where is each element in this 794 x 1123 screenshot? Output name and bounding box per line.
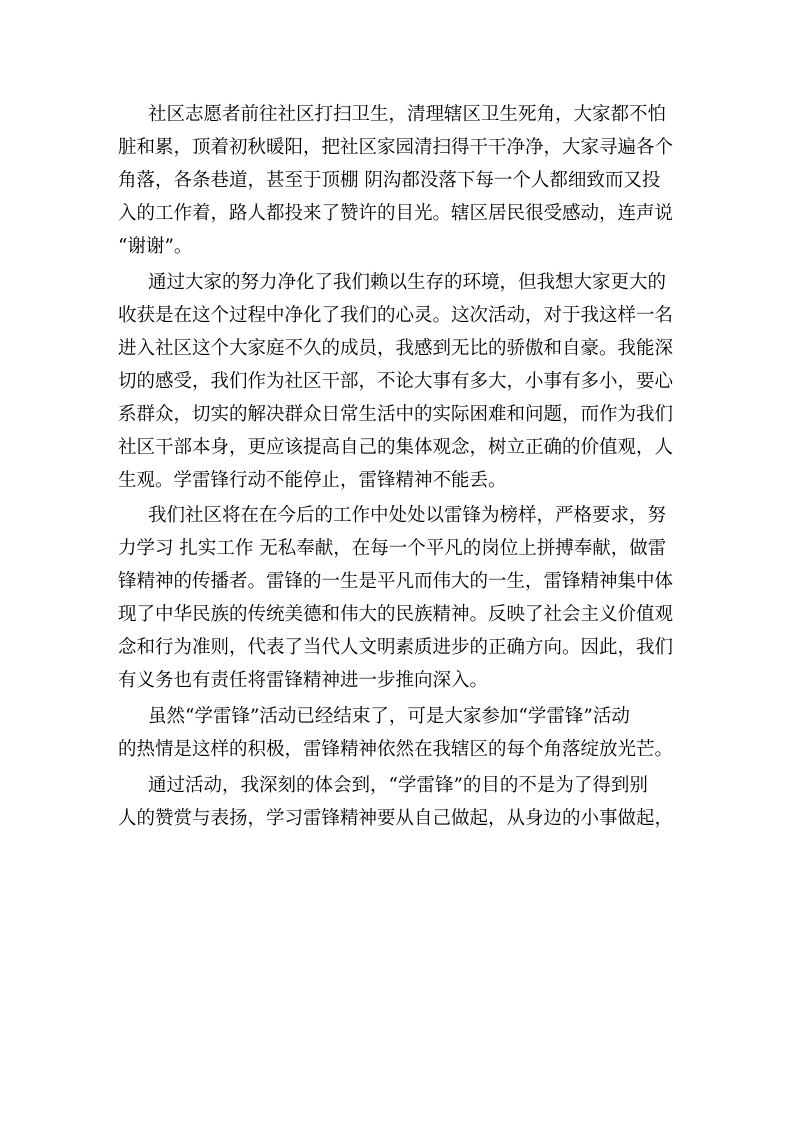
paragraph-5	[118, 769, 680, 835]
paragraph-1	[118, 98, 680, 263]
paragraph-line: 现了中华民族的传统美德和伟大的民族精神。反映了社会主义价值观	[118, 604, 674, 625]
paragraph-line: 通过活动，我深刻的体会到，“学雷锋”的目的不是为了得到别	[148, 775, 648, 796]
paragraph-2	[118, 266, 680, 497]
paragraph-line: 系群众，切实的解决群众日常生活中的实际困难和问题，而作为我们	[118, 404, 674, 425]
paragraph-line: 角落，各条巷道，甚至于顶棚 阴沟都没落下每一个人都细致而又投	[118, 170, 661, 191]
paragraph-line: 我们社区将在在今后的工作中处处以雷锋为榜样，严格要求，努	[148, 505, 667, 526]
paragraph-line: 入的工作着，路人都投来了赞许的目光。辖区居民很受感动，连声说	[118, 203, 674, 224]
paragraph-line: 的热情是这样的积极，雷锋精神依然在我辖区的每个角落绽放光芒。	[118, 739, 674, 760]
paragraph-line: 进入社区这个大家庭不久的成员，我感到无比的骄傲和自豪。我能深	[118, 338, 674, 359]
paragraph-line: 通过大家的努力净化了我们赖以生存的环境，但我想大家更大的	[148, 272, 667, 293]
paragraph-line: 社区干部本身，更应该提高自己的集体观念，树立正确的价值观，人	[118, 437, 674, 458]
paragraph-line: 收获是在这个过程中净化了我们的心灵。这次活动，对于我这样一名	[118, 305, 674, 326]
paragraph-line: 念和行为准则，代表了当代人文明素质进步的正确方向。因此，我们	[118, 637, 674, 658]
paragraph-line: 虽然“学雷锋”活动已经结束了，可是大家参加“学雷锋”活动	[148, 706, 630, 727]
paragraph-3	[118, 499, 680, 697]
paragraph-line: 生观。学雷锋行动不能停止，雷锋精神不能丢。	[118, 470, 507, 491]
paragraph-4	[118, 700, 680, 766]
paragraph-line: 社区志愿者前往社区打扫卫生，清理辖区卫生死角，大家都不怕	[148, 104, 667, 125]
paragraph-line: 切的感受，我们作为社区干部，不论大事有多大，小事有多小，要心	[118, 371, 674, 392]
paragraph-line: 力学习 扎实工作 无私奉献，在每一个平凡的岗位上拼搏奉献，做雷	[118, 538, 667, 559]
paragraph-line: 锋精神的传播者。雷锋的一生是平凡而伟大的一生，雷锋精神集中体	[118, 571, 674, 592]
paragraph-line: 脏和累，顶着初秋暖阳，把社区家园清扫得干干净净，大家寻遍各个	[118, 137, 674, 158]
paragraph-line: 人的赞赏与表扬，学习雷锋精神要从自己做起，从身边的小事做起，	[118, 808, 674, 829]
paragraph-line: “谢谢”。	[118, 236, 193, 257]
document-body	[118, 98, 680, 835]
paragraph-line: 有义务也有责任将雷锋精神进一步推向深入。	[118, 670, 489, 691]
